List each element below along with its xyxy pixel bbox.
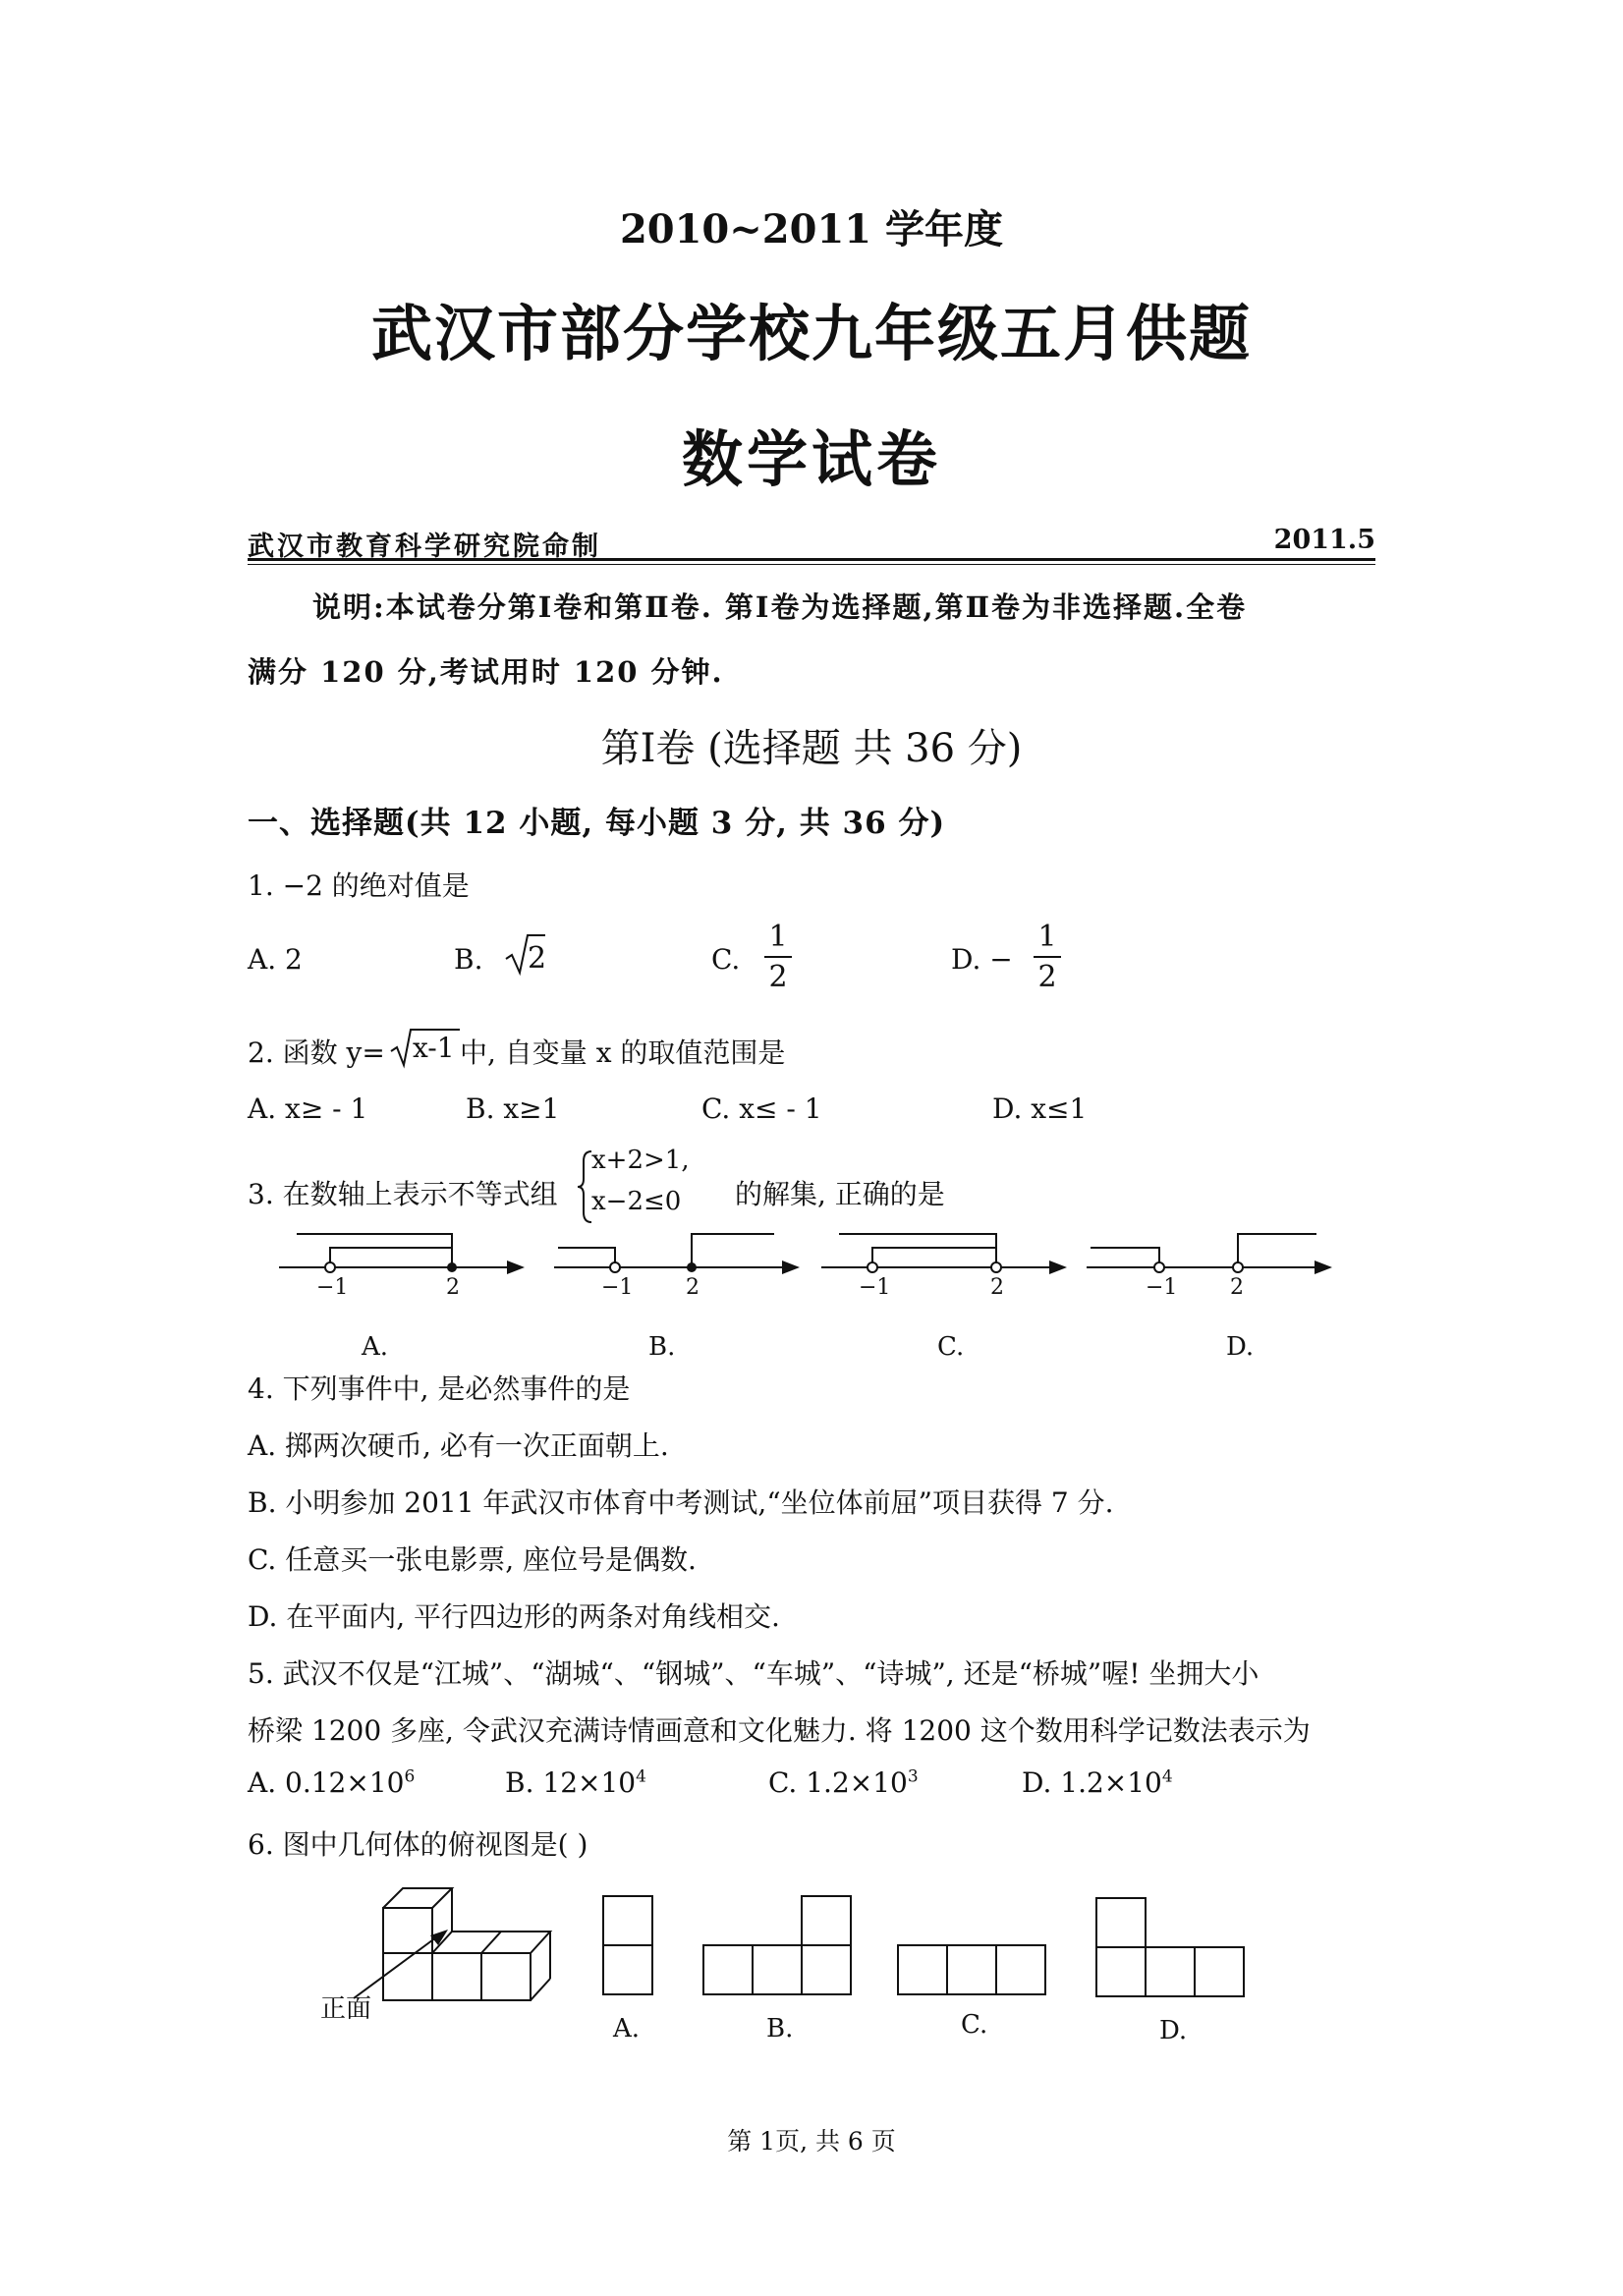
q5-option-c — [768, 1766, 919, 1799]
q1-d-numerator: 1 — [1037, 920, 1057, 954]
q1-option-c-fraction — [764, 920, 792, 994]
q1-c-fraction-bar — [764, 956, 792, 958]
q6-label-c: C. — [961, 2010, 988, 2040]
q1-option-d-fraction — [1034, 920, 1061, 994]
q2-stem-pre: 2. 函数 y= — [248, 1036, 385, 1069]
school-year: 2010~2011 学年度 — [619, 206, 1004, 252]
issue-date: 2011.5 — [1273, 525, 1375, 555]
exam-subtitle: 数学试卷 — [681, 423, 941, 495]
q5-option-a-base: A. 0.12×10 — [248, 1766, 405, 1799]
q3-b-tick-2: 2 — [686, 1275, 700, 1300]
q6-label-b: B. — [766, 2014, 794, 2044]
q3-numberline-a — [275, 1226, 531, 1295]
q3-numberline-b — [550, 1226, 806, 1295]
q1-option-a: A. 2 — [248, 943, 303, 976]
q5-option-a-exponent: 6 — [404, 1766, 416, 1787]
q5-stem-line-2: 桥梁 1200 多座, 令武汉充满诗情画意和文化魅力. 将 1200 这个数用科学记数法表示为 — [248, 1714, 1311, 1747]
q5-option-d-base: D. 1.2×10 — [1022, 1766, 1162, 1799]
q3-c-tick-neg1: −1 — [859, 1275, 891, 1300]
q6-label-d: D. — [1159, 2016, 1188, 2045]
q1-stem: 1. −2 的绝对值是 — [248, 869, 470, 902]
q5-option-c-base: C. 1.2×10 — [768, 1766, 908, 1799]
q6-front-label: 正面 — [320, 1994, 372, 2024]
q2-option-a: A. x≥ - 1 — [248, 1092, 368, 1125]
q6-stem: 6. 图中几何体的俯视图是( ) — [248, 1828, 588, 1861]
q5-option-c-exponent: 3 — [907, 1766, 919, 1787]
q1-c-numerator: 1 — [768, 920, 788, 954]
q3-a-tick-2: 2 — [446, 1275, 460, 1300]
q5-option-a — [248, 1766, 415, 1799]
q3-d-tick-neg1: −1 — [1146, 1275, 1178, 1300]
q6-option-a-figure — [601, 1894, 656, 1996]
q5-option-b-exponent: 4 — [636, 1766, 646, 1787]
q3-label-b: B. — [648, 1332, 676, 1362]
q2-option-d: D. x≤1 — [992, 1092, 1088, 1125]
q3-system-line-1: x+2>1, — [591, 1146, 690, 1175]
q4-option-a: A. 掷两次硬币, 必有一次正面朝上. — [248, 1429, 669, 1462]
q2-option-b: B. x≥1 — [466, 1092, 560, 1125]
q4-option-c: C. 任意买一张电影票, 座位号是偶数. — [248, 1543, 697, 1576]
q3-c-tick-2: 2 — [990, 1275, 1004, 1300]
q5-stem-line-1: 5. 武汉不仅是“江城”、“湖城“、“钢城”、“车城”、“诗城”, 还是“桥城”喔! 坐拥大小 — [248, 1657, 1259, 1690]
q2-stem-post: 中, 自变量 x 的取值范围是 — [460, 1036, 786, 1069]
q4-stem: 4. 下列事件中, 是必然事件的是 — [248, 1372, 631, 1405]
exam-title: 武汉市部分学校九年级五月供题 — [370, 298, 1252, 369]
q3-label-d: D. — [1226, 1332, 1255, 1362]
q5-option-d — [1022, 1766, 1173, 1799]
q3-stem: 3. 在数轴上表示不等式组 — [248, 1178, 558, 1210]
q1-c-denominator: 2 — [768, 960, 788, 994]
q1-d-fraction-bar — [1034, 956, 1061, 958]
q3-a-tick-neg1: −1 — [316, 1275, 349, 1300]
q6-option-b-figure — [701, 1894, 855, 1996]
header-rule-thick — [248, 558, 1375, 561]
q5-option-b — [505, 1766, 646, 1799]
q2-option-c: C. x≤ - 1 — [701, 1092, 822, 1125]
q3-numberline-d — [1083, 1226, 1338, 1295]
q1-d-denominator: 2 — [1037, 960, 1057, 994]
q1-option-b-prefix: B. — [454, 943, 483, 976]
q1-option-d-prefix: D. − — [951, 943, 1013, 976]
issuer: 武汉市教育科学研究院命制 — [248, 532, 601, 562]
q6-option-d-figure — [1094, 1896, 1248, 1998]
instructions-line-1: 说明:本试卷分第Ⅰ卷和第Ⅱ卷. 第Ⅰ卷为选择题,第Ⅱ卷为非选择题.全卷 — [312, 590, 1248, 624]
q3-d-tick-2: 2 — [1230, 1275, 1244, 1300]
q3-stem-post: 的解集, 正确的是 — [735, 1178, 945, 1210]
q4-option-b: B. 小明参加 2011 年武汉市体育中考测试,“坐位体前屈”项目获得 7 分. — [248, 1486, 1114, 1519]
q5-option-d-exponent: 4 — [1161, 1766, 1173, 1787]
q3-label-c: C. — [937, 1332, 965, 1362]
q3-numberline-c — [817, 1226, 1073, 1295]
q4-option-d: D. 在平面内, 平行四边形的两条对角线相交. — [248, 1600, 780, 1633]
q3-label-a: A. — [362, 1332, 389, 1362]
part-heading: 第Ⅰ卷 (选择题 共 36 分) — [600, 726, 1023, 771]
header-rule-thin — [248, 564, 1375, 565]
q2-radicand: x-1 — [413, 1032, 455, 1064]
instructions-line-2: 满分 120 分,考试用时 120 分钟. — [248, 655, 724, 689]
q5-option-b-base: B. 12×10 — [505, 1766, 637, 1799]
section-heading: 一、选择题(共 12 小题, 每小题 3 分, 共 36 分) — [248, 806, 946, 841]
q1-option-b-radicand: 2 — [528, 941, 547, 976]
q1-option-c-prefix: C. — [711, 943, 741, 976]
q3-system-line-2: x−2≤0 — [591, 1187, 682, 1216]
page-footer: 第 1页, 共 6 页 — [727, 2127, 896, 2156]
q3-b-tick-neg1: −1 — [601, 1275, 634, 1300]
q6-option-c-figure — [896, 1943, 1049, 1996]
q6-label-a: A. — [613, 2014, 641, 2044]
